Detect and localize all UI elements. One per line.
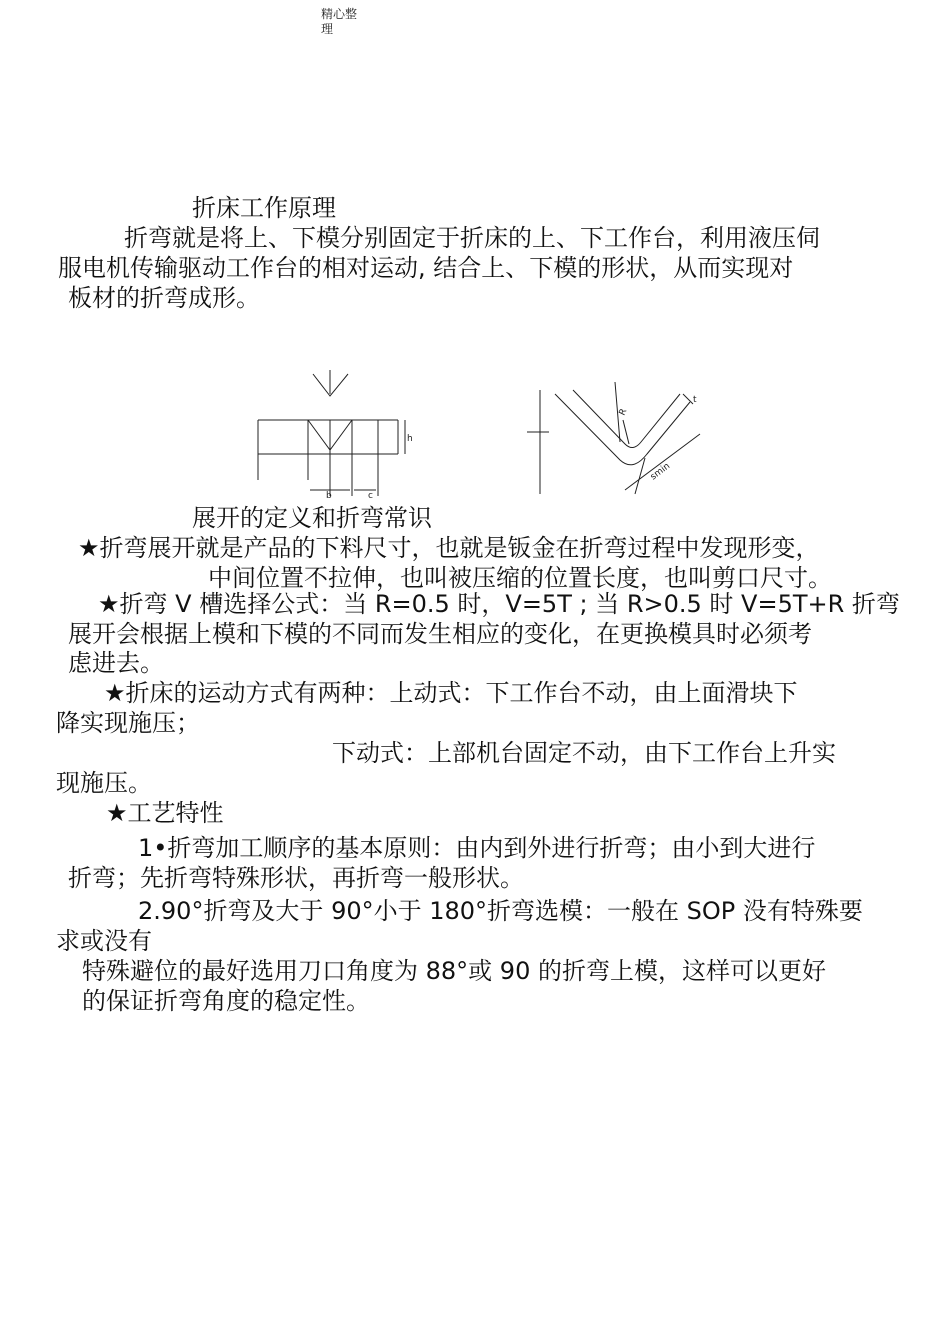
paragraph-line: 服电机传输驱动工作台的相对运动, 结合上、下模的形状，从而实现对	[58, 254, 794, 282]
label-b: b	[326, 491, 332, 501]
section-title-bending-principle: 折床工作原理	[192, 194, 336, 222]
bent-sheet-outer	[555, 394, 690, 465]
paragraph-line: 折弯就是将上、下模分别固定于折床的上、下工作台，利用液压伺	[124, 224, 820, 252]
paragraph-line: 1•折弯加工顺序的基本原则：由内到外进行折弯；由小到大进行	[138, 834, 816, 862]
section-title-unfold-definition: 展开的定义和折弯常识	[192, 504, 432, 532]
paragraph-line: 降实现施压；	[56, 709, 200, 737]
header-line-1: 精心整	[321, 7, 358, 21]
paragraph-line: 的保证折弯角度的稳定性。	[82, 987, 370, 1015]
paragraph-line: 2.90°折弯及大于 90°小于 180°折弯选模：一般在 SOP 没有特殊要	[138, 897, 863, 925]
paragraph-line: 现施压。	[56, 769, 152, 797]
paragraph-line: ★折弯展开就是产品的下料尺寸，也就是钣金在折弯过程中发现形变，	[78, 534, 820, 562]
header-line-2: 理	[321, 22, 334, 36]
label-c: c	[368, 491, 373, 501]
paragraph-line: 求或没有	[56, 927, 152, 955]
label-h: h	[407, 434, 413, 444]
bend-radius-diagram	[525, 372, 710, 502]
paragraph-line: 特殊避位的最好选用刀口角度为 88°或 90 的折弯上模，这样可以更好	[82, 957, 826, 985]
thickness-dim	[683, 394, 693, 404]
paragraph-line: ★折弯 V 槽选择公式：当 R=0.5 时，V=5T ; 当 R>0.5 时 V=5T+R 折弯	[98, 590, 900, 618]
radius-arrow	[623, 420, 629, 444]
v-die-diagram	[250, 368, 420, 503]
bent-sheet-inner	[573, 390, 680, 448]
paragraph-line: ★折床的运动方式有两种：上动式：下工作台不动，由上面滑块下	[104, 679, 798, 707]
dim-line-smin	[625, 434, 700, 490]
label-smin: smin	[648, 461, 673, 483]
paragraph-line: 展开会根据上模和下模的不同而发生相应的变化，在更换模具时必须考	[68, 620, 812, 648]
paragraph-line: 折弯；先折弯特殊形状，再折弯一般形状。	[68, 864, 524, 892]
paragraph-line: 虑进去。	[68, 649, 164, 677]
paragraph-line: 中间位置不拉伸，也叫被压缩的位置长度，也叫剪口尺寸。	[208, 564, 832, 592]
paragraph-line: ★工艺特性	[106, 799, 224, 827]
label-R: R	[617, 407, 630, 418]
label-t: t	[693, 395, 697, 405]
paragraph-line: 下动式：上部机台固定不动，由下工作台上升实	[332, 739, 836, 767]
paragraph-line: 板材的折弯成形。	[68, 284, 260, 312]
